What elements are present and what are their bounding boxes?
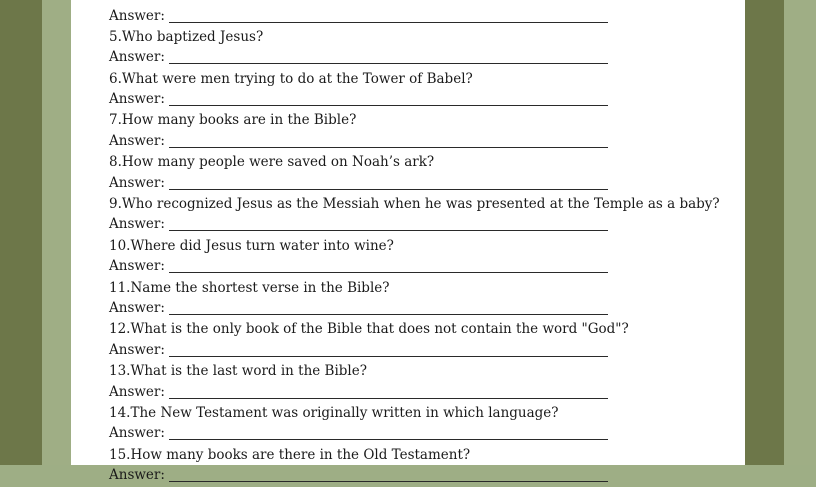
question-text <box>109 236 394 257</box>
question-text <box>109 445 470 466</box>
answer-label: Answer: <box>109 49 165 66</box>
question-body: Who recognized Jesus as the Messiah when he was presented at the Temple as a baby? <box>121 195 720 212</box>
question-text <box>109 194 720 215</box>
answer-line[interactable] <box>169 257 608 273</box>
answer-row <box>109 340 608 361</box>
left-inner-border <box>42 0 71 465</box>
question-item-5 <box>109 27 739 69</box>
question-body: Name the shortest verse in the Bible? <box>130 279 390 296</box>
question-item-10 <box>109 236 739 278</box>
answer-row <box>109 47 608 68</box>
answer-row <box>109 423 608 444</box>
question-item-7 <box>109 110 739 152</box>
question-text <box>109 278 390 299</box>
answer-line[interactable] <box>169 90 608 106</box>
answer-label: Answer: <box>109 258 165 275</box>
question-body: Where did Jesus turn water into wine? <box>130 237 394 254</box>
question-number: 12. <box>109 321 131 338</box>
answer-line[interactable] <box>169 299 608 315</box>
answer-row <box>109 131 608 152</box>
question-body: What is the only book of the Bible that does not contain the word "God"? <box>130 321 629 338</box>
answer-label: Answer: <box>109 341 165 358</box>
answer-row <box>109 89 608 110</box>
question-body: The New Testament was originally written in which language? <box>130 404 559 421</box>
answer-label: Answer: <box>109 425 165 442</box>
answer-row <box>109 298 608 319</box>
question-number: 9. <box>109 195 122 212</box>
question-text <box>109 69 473 90</box>
answer-line[interactable] <box>169 174 608 190</box>
question-number: 10. <box>109 237 131 254</box>
answer-label: Answer: <box>109 300 165 317</box>
question-body: Who baptized Jesus? <box>121 28 264 45</box>
answer-label: Answer: <box>109 7 165 24</box>
question-item-12 <box>109 319 739 361</box>
right-outer-border <box>784 0 816 465</box>
answer-label: Answer: <box>109 216 165 233</box>
question-item-8 <box>109 152 739 194</box>
answer-line[interactable] <box>169 48 608 64</box>
answer-label: Answer: <box>109 132 165 149</box>
question-number: 11. <box>109 279 131 296</box>
question-number: 15. <box>109 446 131 463</box>
answer-line[interactable] <box>169 424 608 440</box>
question-text <box>109 319 629 340</box>
question-number: 5. <box>109 28 122 45</box>
question-item-4 <box>109 0 739 27</box>
left-outer-border <box>0 0 42 465</box>
answer-row <box>109 173 608 194</box>
answer-label: Answer: <box>109 174 165 191</box>
question-text <box>109 27 263 48</box>
question-number: 14. <box>109 404 131 421</box>
question-body: How many people were saved on Noah’s ark? <box>121 154 435 171</box>
answer-line[interactable] <box>169 132 608 148</box>
answer-label: Answer: <box>109 91 165 108</box>
answer-line[interactable] <box>169 466 608 482</box>
question-text <box>109 152 434 173</box>
right-inner-border <box>745 0 784 465</box>
question-body: How many books are there in the Old Testament? <box>130 446 471 463</box>
question-item-13 <box>109 361 739 403</box>
question-number: 7. <box>109 112 122 129</box>
question-item-15 <box>109 445 739 487</box>
question-text <box>109 110 356 131</box>
answer-line[interactable] <box>169 383 608 399</box>
question-number: 6. <box>109 70 122 87</box>
question-body: What is the last word in the Bible? <box>130 363 367 380</box>
question-item-11 <box>109 278 739 320</box>
answer-row <box>109 465 608 486</box>
question-item-6 <box>109 69 739 111</box>
answer-line[interactable] <box>169 341 608 357</box>
question-body: How many books are in the Bible? <box>121 112 357 129</box>
answer-label: Answer: <box>109 383 165 400</box>
question-number: 8. <box>109 154 122 171</box>
question-item-14 <box>109 403 739 445</box>
answer-label: Answer: <box>109 467 165 484</box>
answer-row <box>109 214 608 235</box>
question-text <box>109 403 559 424</box>
answer-line[interactable] <box>169 215 608 231</box>
answer-row <box>109 6 608 27</box>
question-item-9 <box>109 194 739 236</box>
question-number: 13. <box>109 363 131 380</box>
answer-line[interactable] <box>169 7 608 23</box>
question-body: What were men trying to do at the Tower of Babel? <box>121 70 473 87</box>
question-list <box>109 0 739 487</box>
answer-row <box>109 256 608 277</box>
answer-row <box>109 382 608 403</box>
question-text <box>109 361 367 382</box>
worksheet-page <box>71 0 745 484</box>
